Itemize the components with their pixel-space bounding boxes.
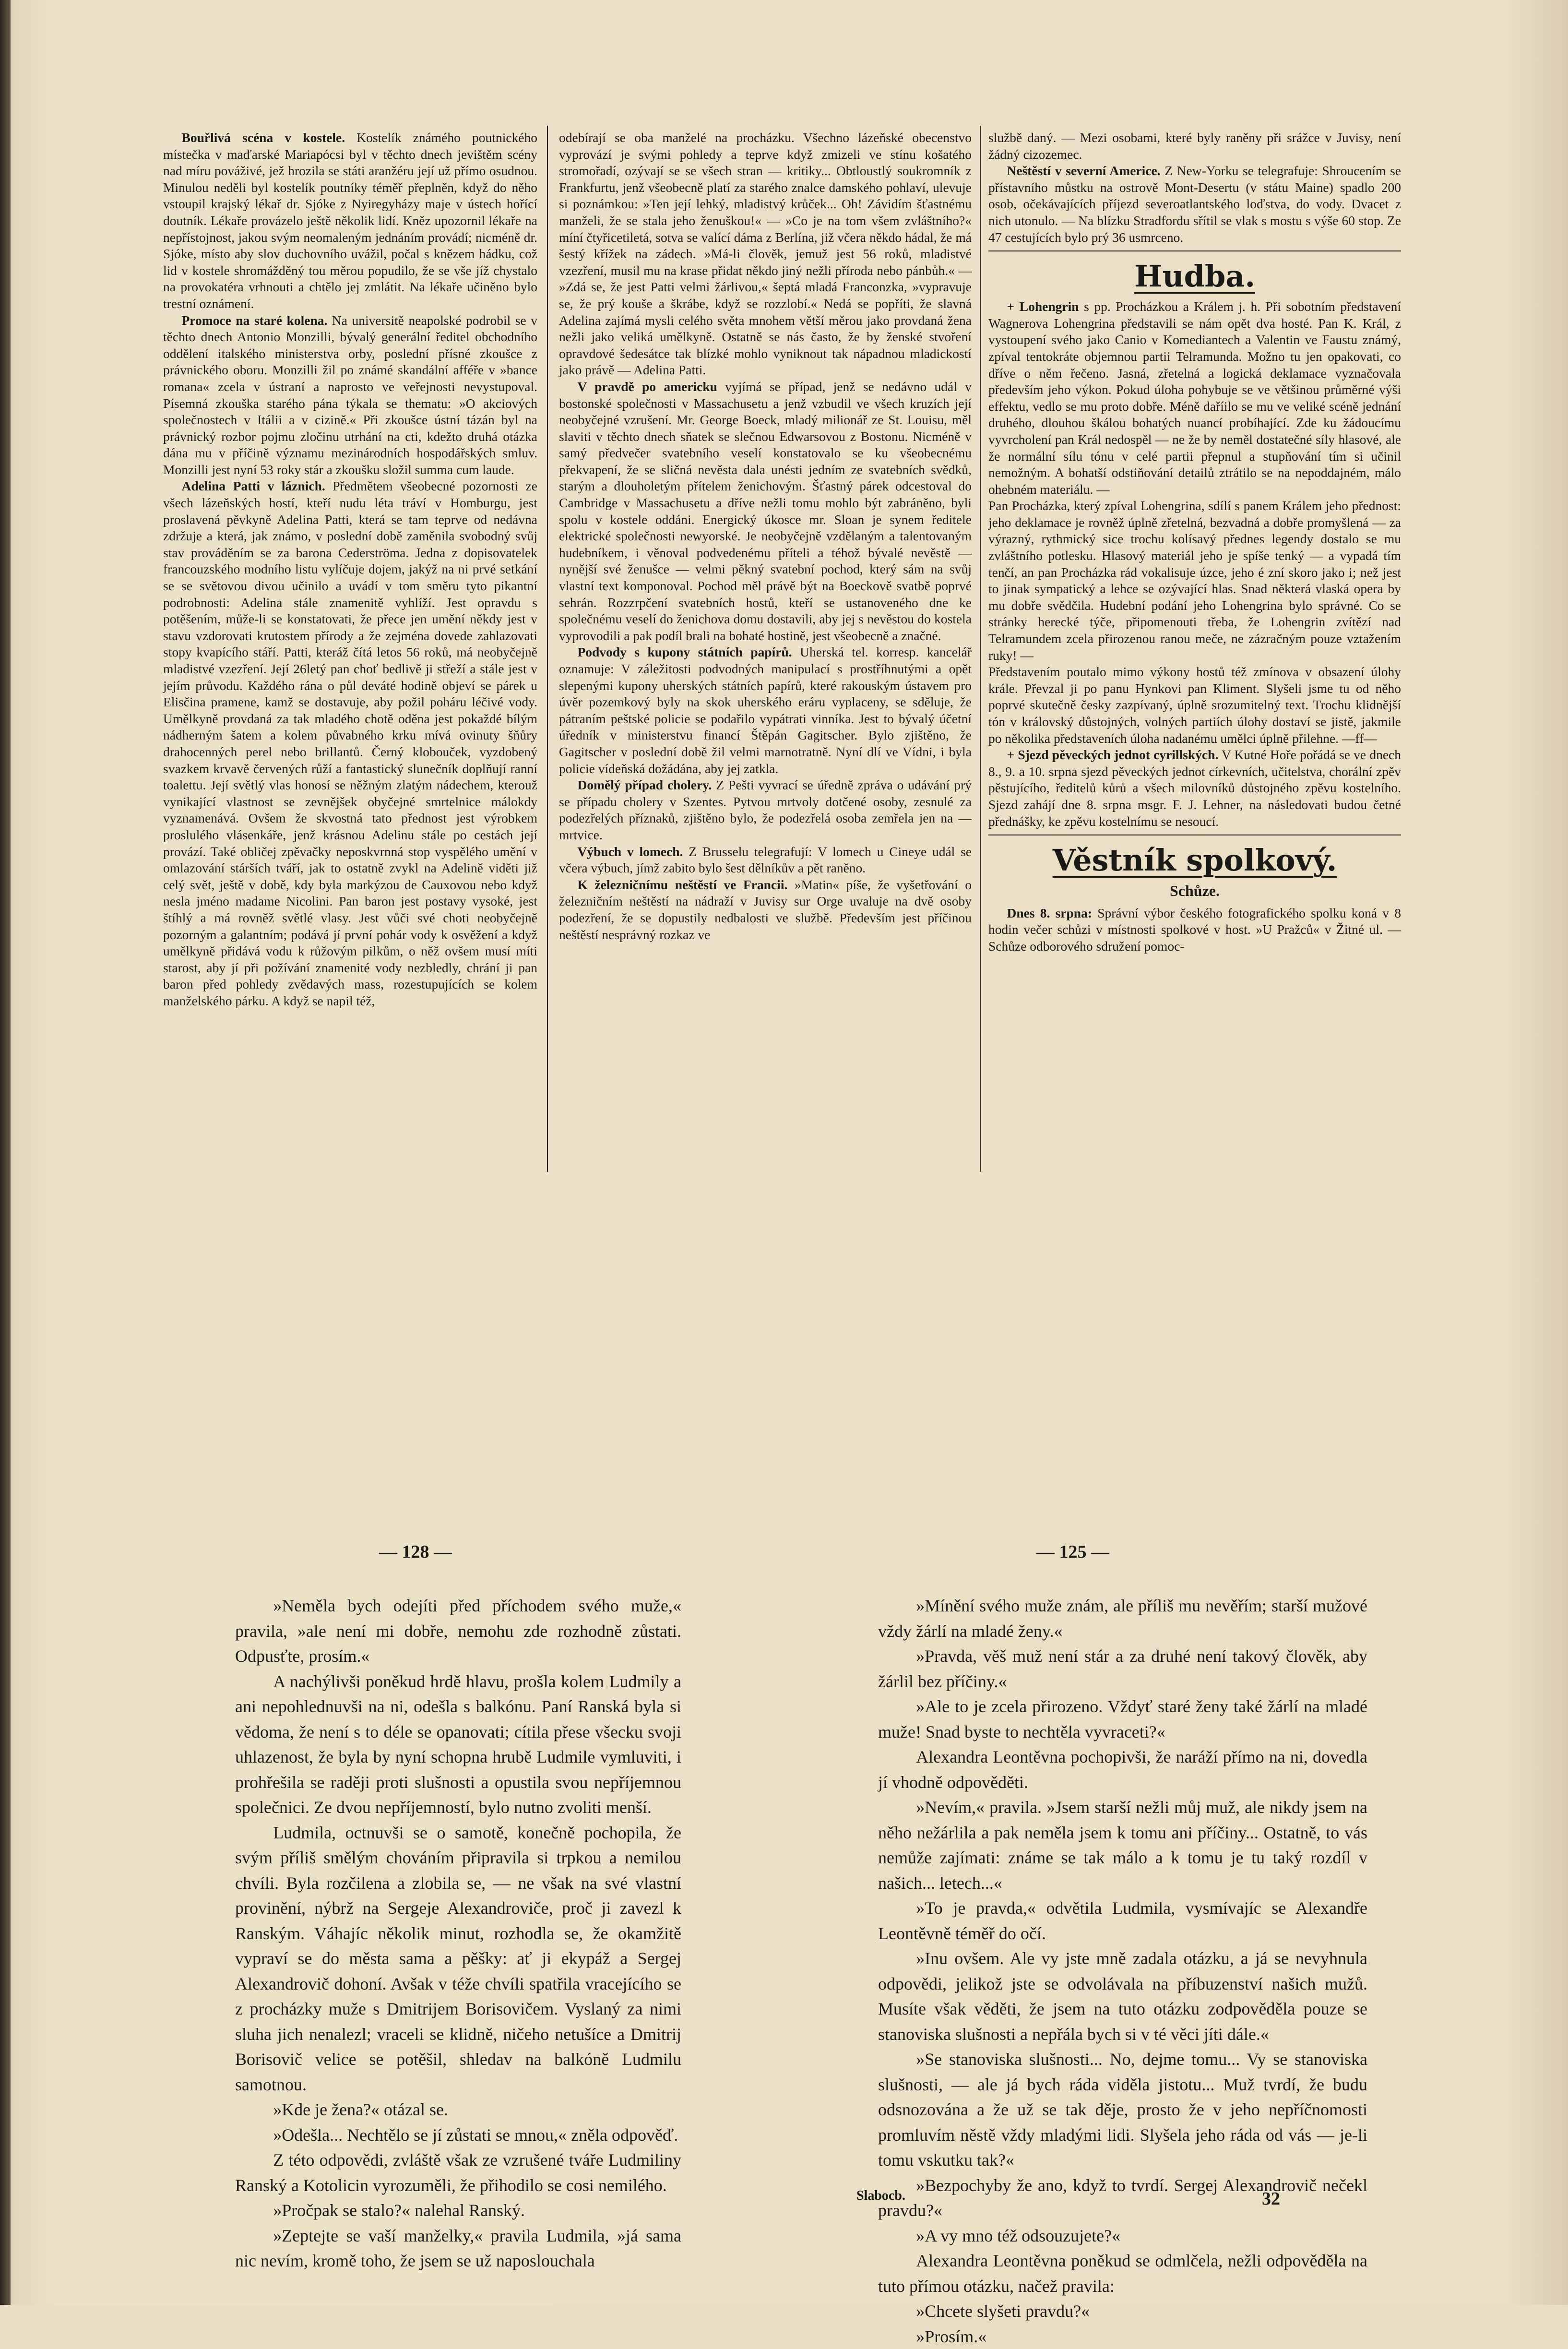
article-paragraph [559,130,972,379]
article-paragraph [988,498,1401,664]
article-paragraph [163,478,537,1009]
section-divider [988,250,1401,251]
article-text: Správní výbor českého fotografického spolku koná v 8 hodin večer schůzi v místnosti spolkové v host. »U Pražců« v Žitné ul. — Schůze odborového sdružení pomoc- [988,906,1401,954]
novel-paragraph: »Zeptejte se vaší manželky,« pravila Ludmila, »já sama nic nevím, kromě toho, že jsem se už naposlouchala [235,2223,681,2274]
novel-paragraph: »Mínění svého muže znám, ale příliš mu nevěřím; starší mužové vždy žárlí na mladé ženy.« [878,1593,1367,1644]
novel-paragraph: »Neměla bych odejíti před příchodem svého muže,« pravila, »ale není mi dobře, nemohu zde rozhodně zůstati. Odpusťte, prosím.« [235,1593,681,1669]
column-rule-2 [980,126,981,1172]
music-articles [988,298,1401,830]
novel-paragraph: Alexandra Leontěvna pochopivši, že naráží přímo na ni, dovedla jí vhodně odpověděti. [878,1744,1367,1795]
article-text: Na universitě neapolské podrobil se v těchto dnech Antonio Monzilli, bývalý generální ředitel obchodního oddělení italského ministerstva orby, poslední přísné zkoušce z právnického oboru. Monzilli žil po známé skandální afféře v »bance romana« zcela v ústraní a naprosto ve veřejnosti nevystupoval. Písemná zkouška starého pána týkala se thematu: »O akciových společnostech v Itálii a v cizině.« Při zkoušce ústní tázán byl na právnický rozbor pojmu zločinu utrhání na cti, kdežto druhá otázka dána mu v příčině významu mezinárodních hospodářských smluv. Monzilli jest nyní 53 roky stár a zkoušku složil summa cum laude. [163,313,537,477]
article-text: V Kutné Hoře pořádá se ve dnech 8., 9. a 10. srpna sjezd pěveckých jednot církevních, učitelstva, chorální zpěv pěstujícího, ředitelů kůrů a všech milovníků důstojného zpěvu kostelního. Sjezd zahájí dne 8. srpna msgr. F. J. Lehner, na následovati budou četné přednášky, ke zpěvu kostelnímu se nesoucí. [988,747,1401,828]
col3-top-articles [988,130,1401,246]
novel-page-right [878,1593,1367,2349]
article-paragraph [559,844,972,877]
article-text: vyjímá se případ, jenž se nedávno udál v bostonské společnosti v Massachusetu a jenž vzbudil ve všech kruzích její neobyčejné vzrušení. Mr. George Boeck, mladý milionář ze St. Louisu, měl slaviti v těchto dnech sňatek se slečnou Edwarsovou z Bostonu. Nicméně v samý předvečer svatebního veselí konstatovalo se ku všeobecnému překvapení, že se sličná nevěsta dala unésti jedním ze svatebních svědků, starým a dlouholetým přítelem ženichovým. Šťastný párek odcestoval do Cambridge v Massachusetu a dříve nežli tomu mohlo být zabráněno, byli spolu v kostele oddáni. Energický úkosce mr. Sloan je synem ředitele elektrické společnosti newyorské. Je neobyčejně vzdělaným a talentovaným hudebníkem, i věnoval podvedenému příteli a téhož bývalé nevěstě — nynější své ženušce — velmi pěkný svatební pochod, který sám na svůj vlastní text komponoval. Pochod měl právě být na Boeckově svatbě poprvé sehrán. Rozzrpčení svatebních hostů, kteří se ustanoveného dne ke společnému veselí do ženichova domu dostavili, aby jej s nevěstou do kostela vyprovodili a pak podíl brali na bohaté hostině, jest všeobecně a značné. [559,379,972,643]
article-paragraph [559,379,972,644]
article-text: Pan Procházka, který zpíval Lohengrina, sdílí s panem Králem jeho přednost: jeho deklamace je rovněž úplně zřetelná, bezvadná a dobře promyšlená — za výrazný, rythmický sice trochu kolísavý přednes legendy dostalo se mu zvláštního potlesku. Hlasový materiál jeho je spíše tenký — a vypadá tím tenčí, an pan Procházka rád vokalisuje úzce, jeho é zní skoro jako i; než jest to jinak sympatický a lehce se ozývající hlas. Snad některá vlaská opera by mu dobře svědčila. Hudební podání jeho Lohengrina bylo správné. Co se stránky herecké týče, připomenouti třeba, že Lohengrin zvítězí nad Telramundem zcela přirozenou ranou meče, ne zázračným pouze vztažením ruky! — [988,498,1401,662]
page-number-left: — 128 — [379,1541,452,1562]
novel-paragraph: »Chcete slyšeti pravdu?« [878,2299,1367,2324]
novel-paragraph: »Inu ovšem. Ale vy jste mně zadala otázku, a já se nevyhnula odpovědi, jelikož jste se odvolávala na příbuzenství našich mužů. Musíte však věděti, že jsem na tuto otázku zodpověděla pouze se stanoviska slušnosti a nepřála bych si v té věci jíti dále.« [878,1946,1367,2047]
section-subtitle-meetings: Schůze. [988,882,1401,899]
article-text: odebírají se oba manželé na procházku. Všechno lázeňské obecenstvo vyprovází je svými pohledy a teprve když zmizeli ve stínu košatého stromořadí, ozývají se se všech stran — kritiky... Obtloustlý soukromník z Frankfurtu, jenž všeobecně platí za starého znalce damského pohlaví, ulevuje si poznámkou: »Ten její lehký, mladistvý krůček... Oh! Závidím šťastnému manželi, že se stala jeho ženuškou!« — »Co je na tom všem zvláštního?« míní čtyřicetiletá, sotva se valící dáma z Berlína, již včera někdo hádal, že má šestý křížek na zádech. »Má-li člověk, jemuž jest 56 roků, mladistvé vzezření, musil mu na krase přidat někdo jiný nežli příroda nebo pánbůh.« — »Zdá se, že jest Patti velmi žárlivou,« šeptá mladá Franconzka, »vypravuje se, že prý kouše a škrábe, když se rozzlobí.« Nedá se popříti, že slavná Adelina zajímá mysli celého světa mnohem větší měrou jako provdaná žena nežli jako veliká umělkyně. Ostatně se nás často, že by ženské stvoření opravdové šedesátce tak blízké mohlo vyniknout tak nápadnou mladickostí jako právě — Adelina Patti. [559,130,972,377]
news-column-3 [988,130,1401,955]
section-title-music: Hudba. [988,257,1401,296]
article-paragraph [559,877,972,943]
article-text: Z Brusselu telegrafují: V lomech u Cineye udál se včera výbuch, jímž zabito bylo šest dělníkův a pět raněno. [559,844,972,876]
novel-paragraph: »Prosím.« [878,2324,1367,2349]
article-paragraph [163,312,537,478]
article-headline: Domělý případ cholery. [578,777,712,792]
article-text: službě daný. — Mezi osobami, které byly raněny při srážce v Juvisy, není žádný cizozemec. [988,130,1401,162]
novel-page-left [235,1593,681,2274]
column-rule-1 [547,126,548,1172]
novel-paragraph: »Bezpochyby že ano, když to tvrdí. Sergej Alexandrovič nečekl pravdu?« [878,2173,1367,2223]
novel-paragraph: »Ale to je zcela přirozeno. Vždyť staré ženy také žárlí na mladé muže! Snad byste to nechtěla vyvraceti?« [878,1694,1367,1744]
article-text: »Matin« píše, že vyšetřování o železničním neštěstí na nádraží v Juvisy sur Orge uvaluje na dvě osoby podezření, že se dopustily nedbalosti ve službě. Především jest příčinou neštěstí nesprávný rozkaz ve [559,877,972,942]
article-headline: Výbuch v lomech. [578,844,683,859]
article-headline: Neštěstí v severní Americe. [1007,163,1161,178]
novel-paragraph: »A vy mno též odsouzujete?« [878,2223,1367,2249]
footer-signature: Slabocb. [856,2188,905,2204]
novel-paragraph: »Pravda, věš muž není stár a za druhé není takový člověk, aby žárlil bez příčiny.« [878,1644,1367,1694]
article-text: s pp. Procházkou a Králem j. h. Při sobotním představení Wagnerova Lohengrina představili se nám opět dva hosté. Pan K. Král, z vystoupení svého jako Canio v Komediantech a Valentin ve Faustu známý, zpíval tentokráte objemnou partii Telramunda. Možno tu jen opakovati, co dříve o něm řečeno. Jasná, zřetelná a logická deklamace vyznačovala především jeho výkon. Pokud úloha pohybuje se ve většinou průměrné výši effektu, vedlo se mu proto dobře. Méně daříilo se mu ve veliké scéně jednání druhého, dlouhou škálou bohatých nuancí probíhající. Zde ku žádoucímu vyvrcholení pan Král nedospěl — ne že by neměl dostatečné síly hlasové, ale že normální sílu tónu v celé partii přepnul a stupňování tím si učinil nemožným. A bohatší odstiňování detailů ztrátilo se na nepoddajném, málo ohebném materiálu. — [988,299,1401,497]
article-text: Uherská tel. korresp. kancelář oznamuje: V záležitosti podvodných manipulací s prostříhnutými a opět slepenými kupony uherských státních papírů, které rakouským ústavem pro úvěr pozemkový byly na skok uherského eráru vyplaceny, se sděluje, že pátraním peštské policie se podařilo vypátrati vinníka. Jest to bývalý účetní úředník v ministerstvu financí Štěpán Gagitscher. Bylo zjištěno, že Gagitscher v poslední době žil velmi marnotratně. Nyní dlí ve Vídni, i byla policie vídeňská dožádána, aby jej zatkla. [559,644,972,775]
article-headline: Bouřlivá scéna v kostele. [182,130,345,145]
article-headline: K železničnímu neštěstí ve Francii. [578,877,788,892]
article-paragraph [559,777,972,843]
article-paragraph [163,130,537,312]
article-headline: + Sjezd pěveckých jednot cyrillských. [1007,747,1219,762]
article-text: Z Pešti vyvrací se úředně zpráva o udávání prý se případu cholery v Szentes. Pytvou mrtvoly dotčené osoby, zesnulé za podezřelých příznaků, zjištěno bylo, že podezřelá osoba zemřela jen na — mrtvice. [559,777,972,842]
novel-paragraph: »Kde je žena?« otázal se. [235,2097,681,2122]
article-paragraph [988,747,1401,830]
novel-paragraph: Alexandra Leontěvna poněkud se odmlčela, nežli odpověděla na tuto přímou otázku, načež pravila: [878,2248,1367,2299]
novel-paragraph: »Pročpak se stalo?« nalehal Ranský. [235,2198,681,2223]
article-paragraph [988,298,1401,498]
club-articles [988,905,1401,955]
article-headline: Adelina Patti v láznich. [182,478,325,493]
article-paragraph [988,163,1401,246]
article-text: Představením poutalo mimo výkony hostů též zmínova v obsazení úlohy krále. Převzal ji po panu Hynkovi pan Kliment. Slyšeli jsme tu od něho poprvé skutečně česky zazpívaný, úplně srozumitelný text. Trochu klidnější tón v královský důstojných, volných partiích úlohy dostaví se jistě, jakmile po několika představeních úloha nadanému umělci úplně přilehne. —ff— [988,664,1401,745]
novel-paragraph: Ludmila, octnuvši se o samotě, konečně pochopila, že svým příliš smělým chováním připravila si trpkou a nemilou chvíli. Byla rozčilena a zlobila se, — ne však na své vlastní provinění, nýbrž na Sergeje Alexandroviče, proč ji zavezl k Ranským. Váhajíc několik minut, rozhodla se, že okamžitě vypraví se do města sama a pěšky: ať ji ekypáž a Sergej Alexandrovič dohoní. Avšak v téže chvíli spatřila vracejícího se z procházky muže s Dmitrijem Borisovičem. Vyslaný za nimi sluha jich nenalezl; vraceli se klidně, ničeho netušíce a Dmitrij Borisovič velice se potěšil, shledav na balkóně Ludmilu samotnou. [235,1820,681,2098]
novel-paragraph: »Nevím,« pravila. »Jsem starší nežli můj muž, ale nikdy jsem na něho nežárlila a pak neměla jsem k tomu ani příčiny... Ostatně, to vás nemůže zajímati: známe se tak málo a k tomu je tu taký rozdíl v našich... letech...« [878,1795,1367,1896]
news-column-2 [559,130,972,943]
novel-paragraph: »Se stanoviska slušnosti... No, dejme tomu... Vy se stanoviska slušnosti, — ale já bych ráda viděla jistotu... Muž tvrdí, že budu odsnozována a že už se tak děje, prosto že v jeho nepříčnomosti promluvím něstě vždy mladými lidi. Slyšela jeho ráda od vás — je-li tomu vskutku tak?« [878,2047,1367,2173]
article-paragraph [988,664,1401,747]
novel-paragraph: »Odešla... Nechtělo se jí zůstati se mnou,« zněla odpověď. [235,2122,681,2148]
article-paragraph [988,905,1401,955]
page-number-right: — 125 — [1036,1541,1109,1562]
section-title-clubs: Věstník spolkový. [988,841,1401,880]
article-paragraph [988,130,1401,163]
article-text: Předmětem všeobecné pozornosti ze všech lázeňských hostí, kteří nudu léta tráví v Homburgu, jest proslavená pěvkyně Adelina Patti, která se tam teprve od nedávna zdržuje a která, jak známo, v poslední době zaměnila svobodný svůj stav prováděním se za barona Cederströma. Jedna z dopisovatelek francouzského modního listu vylíčuje dojem, jakýž na ni prvé setkání se se světovou divou učinilo a uvádí v tom směru tyto pikantní podrobnosti: Adelina stále znamenitě vyhlíží. Jest opravdu s potěšením, může-li se konstatovati, že přece jen umění někdy jest v stavu vzdorovati krutostem přírody a že zejména dovede zahlazovati stopy kvapícího stáří. Patti, kteráž čítá letos 56 roků, má neobyčejně mladistvé vzezření. Její 26letý pan choť bedlivě ji střeží a stále jest v jejím průvodu. Každého rána o půl deváté hodině objeví se párek u Elisčina pramene, kamž se dostavuje, aby požil poháru léčivé vody. Umělkyně provdaná za tak mladého chotě oděna jest pokaždé bílým nádherným šatem a kolem půvabného krku mívá ovinuty šňůry drahocenných perel nebo brillantů. Černý klobouček, vyzdobený svazkem krvavě červených růží a fantastický slunečník doplňují ranní toalettu. Její světlý vlas honosí se něžným zlatým nádechem, kterouž vynikající vlastnost se zevnějšek obyčejné smrtelnice málokdy vyznamenává. Ovšem že skvostná tato přednost jest výrobkem proslulého vlásenkáře, jenž krásnou Adelinu stále po cestách její provází. Také obličej zpěvačky neposkvrnná stop vyspělého umění v omlazování stárších tváří, jak to ostatně zvykl na Adelině viděti již celý svět, ještě v době, kdy byla markýzou de Cauxovou nebo když nesla jméno madame Nicolini. Pan baron jest postavy vysoké, jest štíhlý a má rovněž světlé vlasy. Jest vůči své choti neobyčejně pozorným a galantním; podává jí první pohár vody k osvěžení a když umělkyně přidává vodu k růžovým pilkům, o něž ovšem musí míti starost, aby jí při požívání znamenité vody nezbledly, chrání ji pan baron před pohledy zvědavých mass, rozestupujících se kolem manželského párku. A když se napil též, [163,478,537,1008]
news-column-1 [163,130,537,1009]
article-headline: Dnes 8. srpna: [1007,906,1092,920]
article-text: Z New-Yorku se telegrafuje: Shroucením se přístavního můstku na ostrově Mont-Desertu (v státu Maine) spadlo 200 osob, očekávajících příjezd severoatlantského loďstva, do vody. Dvacet z nich utonulo. — Na blízku Stradfordu sřítil se vlak s mostu s výše 60 stop. Ze 47 cestujících bylo prý 36 usmrceno. [988,163,1401,244]
novel-paragraph: Z této odpovědi, zvláště však ze vzrušené tváře Ludmiliny Ranský a Kotolicin vyrozuměli, že přihodilo se cosi nemilého. [235,2147,681,2198]
footer-sheet-number: 32 [1262,2188,1280,2209]
article-text: Kostelík známého poutnického místečka v maďarské Mariapócsi byl v těchto dnech jevištěm scény nad míru pováživé, jež hrozila se státi aranžéru její už přímo osudnou. Minulou neděli byl kostelík poutníky téměř přeplněn, když do něho vstoupil krajský lékař dr. Sjóke z Nyiregyházy maje v ústech hořící doutník. Lékaře provázelo ještě několik lidí. Kněz upozornil lékaře na nepřístojnost, jakou svým neomaleným jednáním provádí; nicméně dr. Sjóke, místo aby slov duchovního uvážil, počal s knězem hádku, což lid v kostele shromážděný tou měrou popudilo, že se vše jíž chystalo na provokatéra vrhnouti a chtělo jej zmlátit. Na lékaře učiněno bylo trestní oznámení. [163,130,537,311]
article-headline: V pravdě po americku [578,379,717,394]
novel-paragraph: »To je pravda,« odvětila Ludmila, vysmívajíc se Alexandře Leontěvně téměř do očí. [878,1896,1367,1946]
article-headline: + Lohengrin [1007,299,1079,314]
article-headline: Podvody s kupony státních papírů. [578,644,792,659]
article-paragraph [559,644,972,777]
article-headline: Promoce na staré kolena. [182,313,328,328]
novel-paragraph: A nachýlivši poněkud hrdě hlavu, prošla kolem Ludmily a ani nepohlednuvši na ni, odešla s balkónu. Paní Ranská byla si vědoma, že není s to déle se opanovati; cítila přese všecku svoji uhlazenost, že byla by nyní schopna hrubě Ludmile vymluviti, i prohřešila se raději proti slušnosti a opustila svou nepříjemnou společnici. Ze dvou nepříjemností, bylo nutno zvoliti menší. [235,1669,681,1820]
page-binding-edge [0,0,11,2305]
